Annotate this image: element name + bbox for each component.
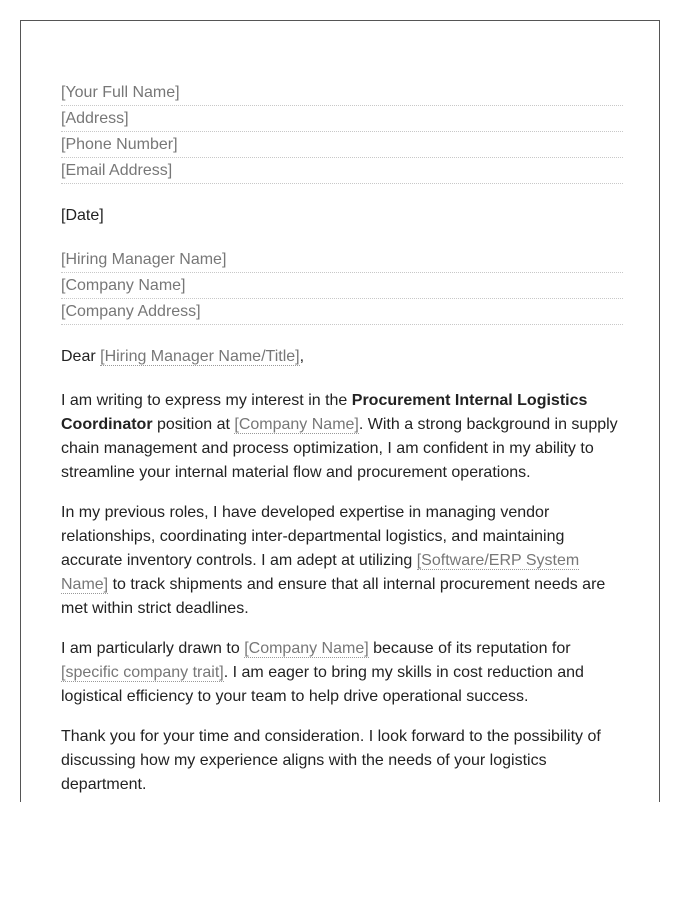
- sender-phone-field[interactable]: [Phone Number]: [61, 133, 623, 158]
- company-name-placeholder-2[interactable]: [Company Name]: [244, 640, 369, 657]
- paragraph-motivation: [61, 637, 623, 709]
- paragraph-intro-text-3: . With a strong background in supply chain management and process optimization, I am confident in my ability to streamline your internal material flow and procurement operations.: [61, 416, 618, 481]
- letter-page: [20, 20, 660, 802]
- paragraph-experience-text-1: In my previous roles, I have developed expertise in managing vendor relationships, coordinating inter-departmental logistics, and maintaining accurate inventory controls. I am adept at utilizing: [61, 504, 565, 569]
- paragraph-motivation-text-3: . I am eager to bring my skills in cost reduction and logistical efficiency to your team to help drive operational success.: [61, 664, 584, 705]
- salutation-prefix: Dear: [61, 348, 101, 365]
- salutation: [61, 345, 623, 369]
- letter-date: [Date]: [61, 207, 104, 224]
- sender-email-field[interactable]: [Email Address]: [61, 159, 623, 184]
- letter-content: [61, 81, 623, 797]
- position-title: Procurement Internal Logistics Coordinator: [61, 392, 588, 433]
- paragraph-motivation-text-2: because of its reputation for: [368, 640, 571, 657]
- paragraph-experience: [61, 501, 623, 621]
- paragraph-closing: [61, 725, 623, 797]
- sender-address-field[interactable]: [Address]: [61, 107, 623, 132]
- paragraph-motivation-text-1: I am particularly drawn to: [61, 640, 245, 657]
- recipient-company-address-field[interactable]: [Company Address]: [61, 300, 623, 325]
- sender-full-name-field[interactable]: [Your Full Name]: [61, 81, 623, 106]
- paragraph-closing-text: Thank you for your time and consideration. I look forward to the possibility of discussing how my experience aligns with the needs of your logistics department.: [61, 728, 601, 793]
- software-placeholder[interactable]: [Software/ERP System Name]: [61, 552, 580, 593]
- paragraph-intro-text-1: I am writing to express my interest in the: [61, 392, 352, 409]
- sender-block: [61, 81, 623, 184]
- paragraph-intro-text-2: position at: [152, 416, 235, 433]
- recipient-company-name-field[interactable]: [Company Name]: [61, 274, 623, 299]
- paragraph-experience-text-2: to track shipments and ensure that all internal procurement needs are met within strict deadlines.: [61, 576, 606, 617]
- salutation-name-placeholder[interactable]: [Hiring Manager Name/Title]: [100, 348, 300, 365]
- paragraph-intro: [61, 389, 623, 485]
- company-name-placeholder[interactable]: [Company Name]: [234, 416, 359, 433]
- company-trait-placeholder[interactable]: [specific company trait]: [61, 664, 224, 681]
- salutation-suffix: ,: [299, 348, 305, 365]
- recipient-manager-name-field[interactable]: [Hiring Manager Name]: [61, 248, 623, 273]
- recipient-block: [61, 248, 623, 325]
